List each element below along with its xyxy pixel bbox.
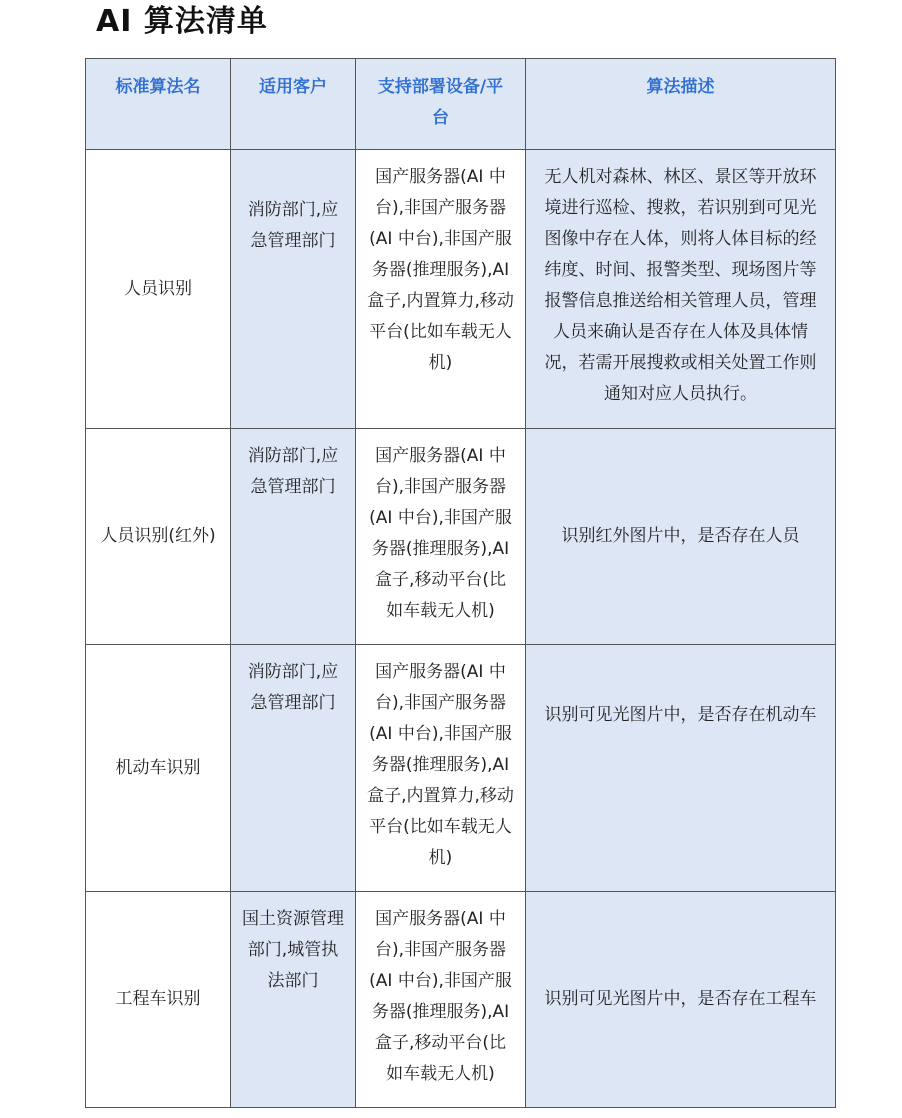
- table-row: [86, 429, 836, 645]
- header-description: 算法描述: [526, 59, 836, 150]
- description-cell: 识别可见光图片中，是否存在工程车: [526, 892, 836, 1108]
- header-platform: 支持部署设备/平台: [356, 59, 526, 150]
- platform-cell: 国产服务器(AI 中台),非国产服务器(AI 中台),非国产服务器(推理服务),AI 盒子,移动平台(比如车载无人机): [356, 429, 526, 645]
- customer-cell: 国土资源管理部门,城管执法部门: [231, 892, 356, 1108]
- algorithm-name-cell: 人员识别(红外): [86, 429, 231, 645]
- customer-cell: 消防部门,应急管理部门: [231, 150, 356, 429]
- description-cell: 识别红外图片中，是否存在人员: [526, 429, 836, 645]
- platform-cell: 国产服务器(AI 中台),非国产服务器(AI 中台),非国产服务器(推理服务),AI 盒子,内置算力,移动平台(比如车载无人机): [356, 150, 526, 429]
- table-row: [86, 150, 836, 429]
- platform-cell: 国产服务器(AI 中台),非国产服务器(AI 中台),非国产服务器(推理服务),AI 盒子,移动平台(比如车载无人机): [356, 892, 526, 1108]
- description-cell: 无人机对森林、林区、景区等开放环境进行巡检、搜救，若识别到可见光图像中存在人体，则将人体目标的经纬度、时间、报警类型、现场图片等报警信息推送给相关管理人员，管理人员来确认是否存在人体及具体情况，若需开展搜救或相关处置工作则通知对应人员执行。: [526, 150, 836, 429]
- customer-cell: 消防部门,应急管理部门: [231, 429, 356, 645]
- description-cell: 识别可见光图片中，是否存在机动车: [526, 645, 836, 892]
- platform-cell: 国产服务器(AI 中台),非国产服务器(AI 中台),非国产服务器(推理服务),AI 盒子,内置算力,移动平台(比如车载无人机): [356, 645, 526, 892]
- table-header-row: [86, 59, 836, 150]
- algorithm-name-cell: 工程车识别: [86, 892, 231, 1108]
- algorithm-name-cell: 机动车识别: [86, 645, 231, 892]
- table-row: [86, 892, 836, 1108]
- header-customer: 适用客户: [231, 59, 356, 150]
- algorithm-table: [85, 58, 836, 1108]
- header-algorithm-name: 标准算法名: [86, 59, 231, 150]
- page-title: AI 算法清单: [96, 4, 268, 39]
- customer-cell: 消防部门,应急管理部门: [231, 645, 356, 892]
- algorithm-name-cell: 人员识别: [86, 150, 231, 429]
- table-row: [86, 645, 836, 892]
